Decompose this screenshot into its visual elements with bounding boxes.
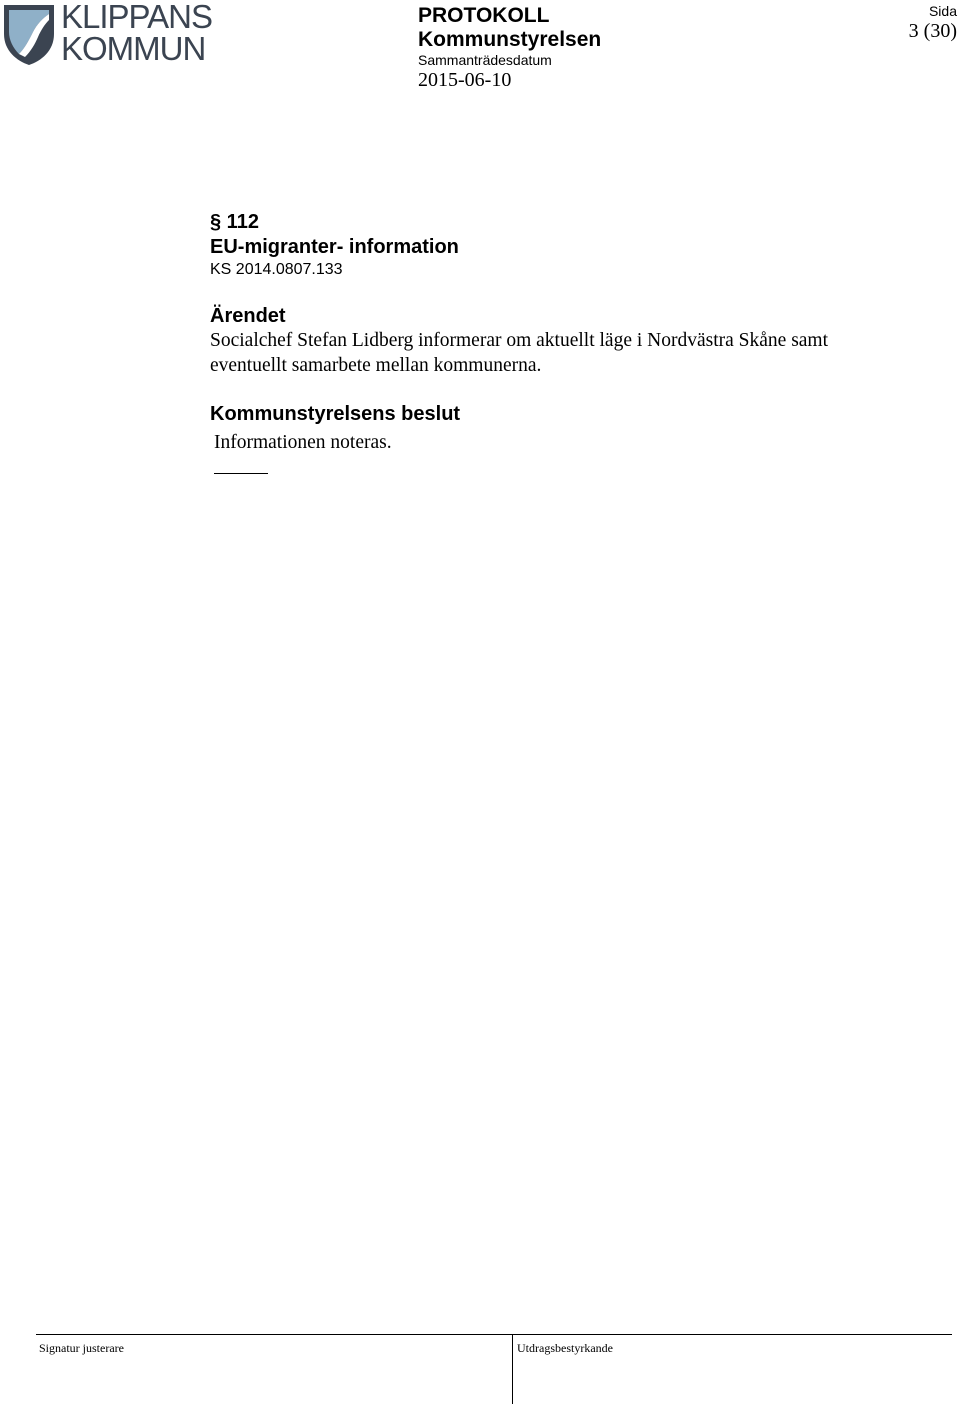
- coat-of-arms-icon: [3, 4, 55, 66]
- footer-rule: [36, 1334, 952, 1335]
- beslut-body: Informationen noteras.: [214, 432, 392, 453]
- meeting-date-label: Sammanträdesdatum: [418, 52, 552, 68]
- arendet-body: [210, 329, 910, 378]
- paragraph-number: § 112: [210, 211, 259, 233]
- certification-label: Utdragsbestyrkande: [517, 1341, 613, 1355]
- committee-name: Kommunstyrelsen: [418, 28, 602, 51]
- page-number: 3 (30): [908, 20, 957, 42]
- document-type: PROTOKOLL: [418, 4, 550, 27]
- signature-label: Signatur justerare: [39, 1341, 124, 1355]
- arendet-line: eventuellt samarbete mellan kommunerna.: [210, 354, 542, 376]
- logo-wordmark: [61, 1, 217, 65]
- section-heading-beslut: Kommunstyrelsens beslut: [210, 403, 461, 425]
- logo-line-klippans: KLIPPANS: [61, 0, 212, 35]
- municipality-logo: [3, 0, 215, 68]
- section-heading-arendet: Ärendet: [210, 305, 286, 327]
- item-title: EU-migranter- information: [210, 236, 459, 258]
- arendet-line: Socialchef Stefan Lidberg informerar om aktuellt läge i Nordvästra Skåne samt: [210, 330, 829, 351]
- case-number: KS 2014.0807.133: [210, 261, 343, 278]
- end-of-item-rule: [214, 473, 268, 474]
- page-label: Sida: [928, 3, 957, 19]
- logo-line-kommun: KOMMUN: [61, 30, 206, 67]
- footer-divider: [512, 1334, 513, 1404]
- meeting-date-value: 2015-06-10: [418, 69, 512, 91]
